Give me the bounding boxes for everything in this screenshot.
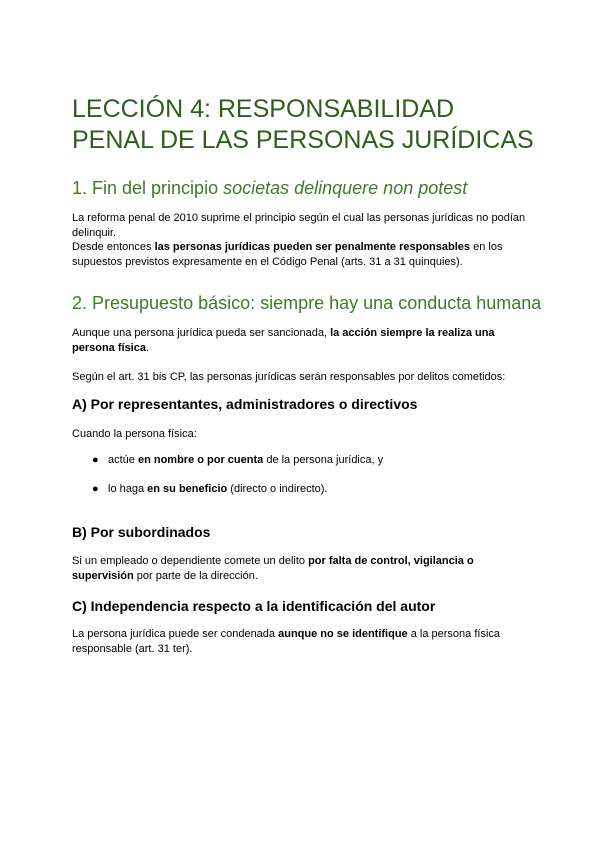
sb-post: por parte de la dirección. [133, 570, 258, 582]
bullet-icon: ● [92, 483, 99, 495]
b1-bold: en nombre o por cuenta [137, 454, 264, 466]
sc-post: a la persona física responsable (art. 31 ter). [72, 628, 501, 655]
section-1-heading-latin: societas delinquere non potest [223, 178, 468, 198]
b2-bold: en su beneficio [147, 483, 228, 495]
section-2-paragraph-1 [72, 326, 532, 356]
section-1-paragraph-1: La reforma penal de 2010 suprime el principio según el cual las personas jurídicas no podían delinquir. [72, 212, 526, 239]
s2-p1-bold: la acción siempre la realiza una persona física [72, 327, 495, 354]
s2-p1-post: . [145, 342, 150, 354]
sb-bold: por falta de control, vigilancia o supervisión [72, 555, 474, 582]
bullet-icon: ● [92, 454, 99, 466]
section-1-paragraph-2 [72, 240, 532, 270]
section-b-paragraph [72, 554, 532, 584]
s1-p2-pre: Desde entonces [72, 241, 155, 253]
section-c-heading: C) Independencia respecto a la identificación del autor [72, 598, 436, 614]
b2-pre: lo haga [108, 483, 148, 495]
section-a-intro: Cuando la persona física: [72, 428, 197, 440]
s1-p2-post: en los supuestos previstos expresamente en el Código Penal (arts. 31 a 31 quinquies). [72, 241, 503, 268]
b1-post: de la persona jurídica, y [263, 454, 384, 466]
list-item [92, 453, 383, 468]
section-b-heading: B) Por subordinados [72, 524, 211, 540]
sb-pre: Si un empleado o dependiente comete un delito [72, 555, 309, 567]
section-2-heading: 2. Presupuesto básico: siempre hay una conducta humana [72, 293, 542, 313]
b1-pre: actúe [108, 454, 138, 466]
section-c-paragraph [72, 627, 532, 657]
section-1-heading-prefix: 1. Fin del principio [72, 178, 224, 198]
s2-p1-pre: Aunque una persona jurídica pueda ser sancionada, [72, 327, 331, 339]
section-2-paragraph-2: Según el art. 31 bis CP, las personas jurídicas serán responsables por delitos cometidos: [72, 371, 506, 383]
section-1-heading [72, 177, 467, 199]
sc-pre: La persona jurídica puede ser condenada [72, 628, 279, 640]
page-title: LECCIÓN 4: RESPONSABILIDAD PENAL DE LAS PERSONAS JURÍDICAS [72, 95, 534, 154]
section-a-heading: A) Por representantes, administradores o directivos [72, 396, 418, 412]
b2-post: (directo o indirecto). [227, 483, 328, 495]
sc-bold: aunque no se identifique [278, 628, 408, 640]
s1-p2-bold: las personas jurídicas pueden ser penalmente responsables [154, 241, 471, 253]
list-item [92, 482, 328, 497]
